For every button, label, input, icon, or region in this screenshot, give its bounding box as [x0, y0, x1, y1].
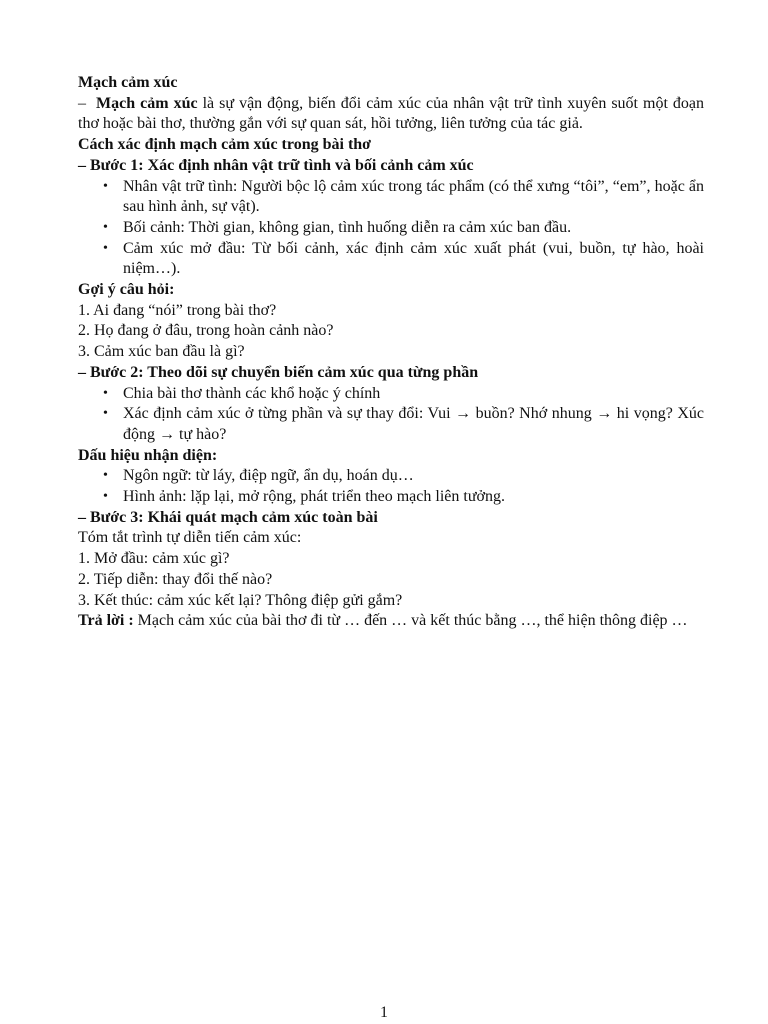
step1-bullet-list	[78, 177, 704, 281]
step2-bullet-list	[78, 384, 704, 446]
step3-item-3: 3. Kết thúc: cảm xúc kết lại? Thông điệp gửi gắm?	[78, 591, 403, 609]
page-number: 1	[380, 1004, 388, 1021]
step3-intro: Tóm tắt trình tự diễn tiến cảm xúc:	[78, 529, 302, 547]
definition-text: là sự vận động, biến đổi cảm xúc của nhân vật trữ tình xuyên suốt một đoạn thơ hoặc bài thơ, thường gắn với sự quan sát, hồi tưởng, liên tưởng của tác giả.	[78, 94, 705, 133]
signs-bullet-1: • Ngôn ngữ: từ láy, điệp ngữ, ẩn dụ, hoán dụ…	[78, 466, 704, 487]
document-body	[78, 73, 704, 632]
question-1: 1. Ai đang “nói” trong bài thơ?	[78, 301, 277, 319]
step3-item-1: 1. Mở đầu: cảm xúc gì?	[78, 550, 230, 568]
step2-bullet-1: • Chia bài thơ thành các khổ hoặc ý chính	[78, 384, 704, 405]
step2-bullet-2: • Xác định cảm xúc ở từng phần và sự thay đổi: Vui → buồn? Nhớ nhung → hi vọng? Xúc động → tự hào?	[78, 404, 704, 445]
answer-paragraph	[78, 611, 704, 632]
step2-heading: – Bước 2: Theo dõi sự chuyển biến cảm xúc qua từng phần	[78, 363, 479, 381]
definition-dash: –	[78, 94, 86, 112]
definition-term: Mạch cảm xúc	[96, 94, 198, 112]
step1-bullet-2: • Bối cảnh: Thời gian, không gian, tình huống diễn ra cảm xúc ban đầu.	[78, 218, 704, 239]
step3-item-2: 2. Tiếp diễn: thay đổi thế nào?	[78, 570, 273, 588]
questions-heading: Gợi ý câu hỏi:	[78, 281, 175, 299]
signs-heading: Dấu hiệu nhận diện:	[78, 446, 218, 464]
document-title: Mạch cảm xúc	[78, 74, 178, 91]
step1-bullet-3: • Cảm xúc mở đầu: Từ bối cảnh, xác định cảm xúc xuất phát (vui, buồn, tự hào, hoài niệm…).	[78, 239, 704, 280]
section-heading: Cách xác định mạch cảm xúc trong bài thơ	[78, 136, 372, 154]
step3-heading: – Bước 3: Khái quát mạch cảm xúc toàn bài	[78, 508, 378, 526]
signs-bullet-2: • Hình ảnh: lặp lại, mở rộng, phát triển theo mạch liên tưởng.	[78, 487, 704, 508]
question-3: 3. Cảm xúc ban đầu là gì?	[78, 343, 245, 361]
answer-text: Mạch cảm xúc của bài thơ đi từ … đến … và kết thúc bằng …, thể hiện thông điệp …	[133, 612, 688, 630]
step1-heading: – Bước 1: Xác định nhân vật trữ tình và bối cảnh cảm xúc	[78, 156, 474, 174]
step1-bullet-1: • Nhân vật trữ tình: Người bộc lộ cảm xúc trong tác phẩm (có thể xưng “tôi”, “em”, hoặc ẩn sau hình ảnh, sự vật).	[78, 177, 704, 218]
answer-label: Trả lời :	[78, 612, 134, 630]
question-2: 2. Họ đang ở đâu, trong hoàn cảnh nào?	[78, 322, 334, 340]
signs-bullet-list	[78, 466, 704, 507]
definition-paragraph	[78, 94, 704, 135]
